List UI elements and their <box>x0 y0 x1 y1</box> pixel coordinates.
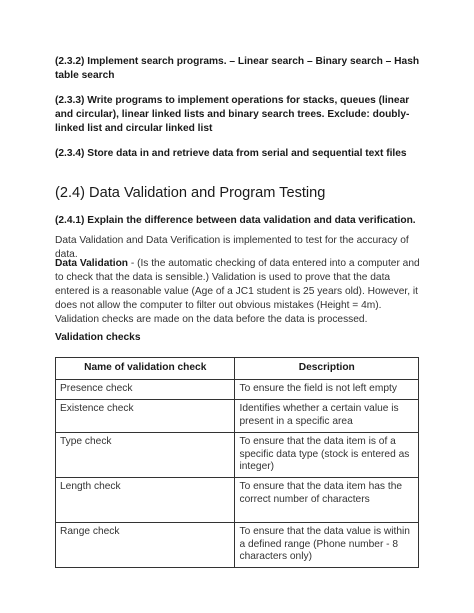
check-name: Presence check <box>56 380 235 400</box>
item-2-3-4: (2.3.4) Store data in and retrieve data from serial and sequential text files <box>55 148 407 159</box>
check-name: Length check <box>56 478 235 523</box>
table-row <box>56 478 419 523</box>
check-description: To ensure the field is not left empty <box>235 380 419 400</box>
column-header-description: Description <box>235 358 419 380</box>
table-row <box>56 400 419 433</box>
check-description: To ensure that the data item has the correct number of characters <box>235 478 419 523</box>
table-title: Validation checks <box>55 332 141 343</box>
item-2-3-2: (2.3.2) Implement search programs. – Linear search – Binary search – Hash table search <box>55 56 420 81</box>
check-description: To ensure that the data value is within a defined range (Phone number - 8 characters only) <box>235 523 419 568</box>
check-name: Existence check <box>56 400 235 433</box>
table-row <box>56 380 419 400</box>
check-name: Range check <box>56 523 235 568</box>
check-description: Identifies whether a certain value is present in a specific area <box>235 400 419 433</box>
check-name: Type check <box>56 433 235 478</box>
table-row <box>56 433 419 478</box>
section-heading: (2.4) Data Validation and Program Testing <box>55 185 326 201</box>
check-description: To ensure that the data item is of a specific data type (stock is entered as integer) <box>235 433 419 478</box>
intro-text: Data Validation and Data Verification is implemented to test for the accuracy of data. <box>55 235 409 260</box>
validation-paragraph <box>55 257 427 327</box>
subheading: (2.4.1) Explain the difference between data validation and data verification. <box>55 215 416 226</box>
item-2-3-3: (2.3.3) Write programs to implement operations for stacks, queues (linear and circular), linear linked lists and binary search trees. Exclude: doubly-linked list and circular linked list <box>55 95 410 134</box>
validation-text: - (Is the automatic checking of data entered into a computer and to check that the data is sensible.) Validation is used to prove that the data entered is a reasonable value (Age of a JC1 student is 25 years old). However, it does not allow the computer to filter out obvious mistakes (Height = 4m). Validation checks are made on the data before the data is processed. <box>55 258 420 325</box>
validation-checks-table <box>55 357 419 568</box>
validation-term: Data Validation <box>55 258 129 269</box>
table-header-row <box>56 358 419 380</box>
table-row <box>56 523 419 568</box>
column-header-name: Name of validation check <box>56 358 235 380</box>
